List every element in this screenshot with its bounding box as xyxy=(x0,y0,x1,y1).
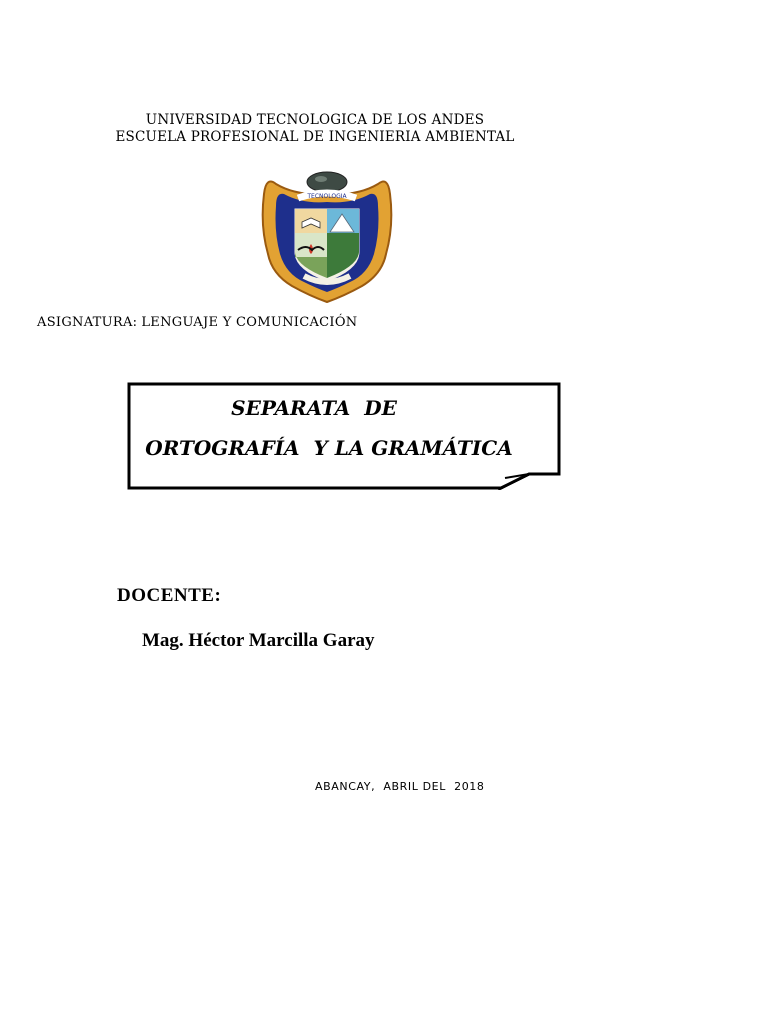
subject-label: ASIGNATURA: xyxy=(37,315,138,330)
subject-line xyxy=(37,315,361,330)
crest-banner-text: TECNOLOGIA xyxy=(307,193,347,200)
title-box xyxy=(127,382,561,490)
subject-name: LENGUAJE Y COMUNICACIÓN xyxy=(141,315,358,330)
teacher-label: DOCENTE: xyxy=(117,585,222,606)
title-line-2: ORTOGRAFÍA Y LA GRAMÁTICA xyxy=(145,436,513,460)
school-name: ESCUELA PROFESIONAL DE INGENIERIA AMBIENTAL xyxy=(115,129,515,145)
place-date: ABANCAY, ABRIL DEL 2018 xyxy=(315,780,485,793)
university-name: UNIVERSIDAD TECNOLOGICA DE LOS ANDES xyxy=(145,112,485,128)
teacher-name: Mag. Héctor Marcilla Garay xyxy=(142,630,375,651)
title-line-1: SEPARATA DE xyxy=(231,396,397,420)
university-crest xyxy=(258,166,396,306)
